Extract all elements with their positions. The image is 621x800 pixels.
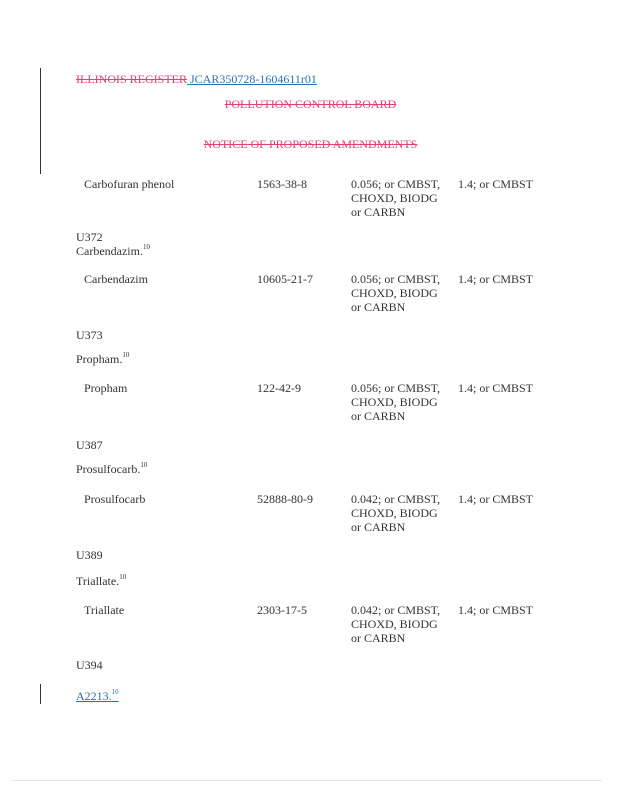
waste-code: U389: [76, 548, 103, 562]
wastewater-standard: 0.056; or CMBST, CHOXD, BIODG or CARBN: [351, 381, 441, 423]
change-bar-bottom: [40, 684, 41, 704]
register-inserted-text: JCAR350728-1604611r01: [190, 72, 317, 86]
waste-title: Carbendazim.$^{10}$: [76, 243, 150, 258]
waste-title: Triallate.$^{10}$: [76, 573, 127, 588]
wastewater-standard: 0.042; or CMBST, CHOXD, BIODG or CARBN: [351, 492, 441, 534]
cas-number: 1563-38-8: [257, 177, 307, 191]
constituent-name: Propham: [84, 381, 128, 395]
wastewater-standard: 0.042; or CMBST, CHOXD, BIODG or CARBN: [351, 603, 441, 645]
nonwastewater-standard: 1.4; or CMBST: [458, 272, 534, 286]
constituent-name: Prosulfocarb: [84, 492, 146, 506]
nonwastewater-standard: 1.4; or CMBST: [458, 603, 534, 617]
register-struck-text: ILLINOIS REGISTER: [76, 72, 187, 86]
cas-number: 2303-17-5: [257, 603, 307, 617]
waste-code: U387: [76, 438, 103, 452]
register-heading: [76, 72, 317, 86]
nonwastewater-standard: 1.4; or CMBST: [458, 381, 534, 395]
nonwastewater-standard: 1.4; or CMBST: [458, 177, 534, 191]
waste-code: U372: [76, 230, 103, 244]
waste-code: U373: [76, 328, 103, 342]
waste-code: U394: [76, 658, 103, 672]
board-heading: POLLUTION CONTROL BOARD: [224, 97, 397, 111]
cas-number: 10605-21-7: [257, 272, 313, 286]
cas-number: 52888-80-9: [257, 492, 313, 506]
constituent-name: Triallate: [84, 603, 125, 617]
nonwastewater-standard: 1.4; or CMBST: [458, 492, 534, 506]
constituent-name: Carbofuran phenol: [84, 177, 175, 191]
waste-title-inserted: A2213.10: [76, 688, 119, 703]
waste-title: Prosulfocarb.$^{10}$: [76, 461, 148, 476]
page-bottom-rule: [12, 780, 602, 781]
waste-title: Propham.$^{10}$: [76, 351, 130, 366]
constituent-name: Carbendazim: [84, 272, 148, 286]
wastewater-standard: 0.056; or CMBST, CHOXD, BIODG or CARBN: [351, 272, 441, 314]
notice-heading: NOTICE OF PROPOSED AMENDMENTS: [203, 137, 418, 151]
cas-number: 122-42-9: [257, 381, 301, 395]
change-bar-top: [40, 68, 41, 174]
wastewater-standard: 0.056; or CMBST, CHOXD, BIODG or CARBN: [351, 177, 441, 219]
